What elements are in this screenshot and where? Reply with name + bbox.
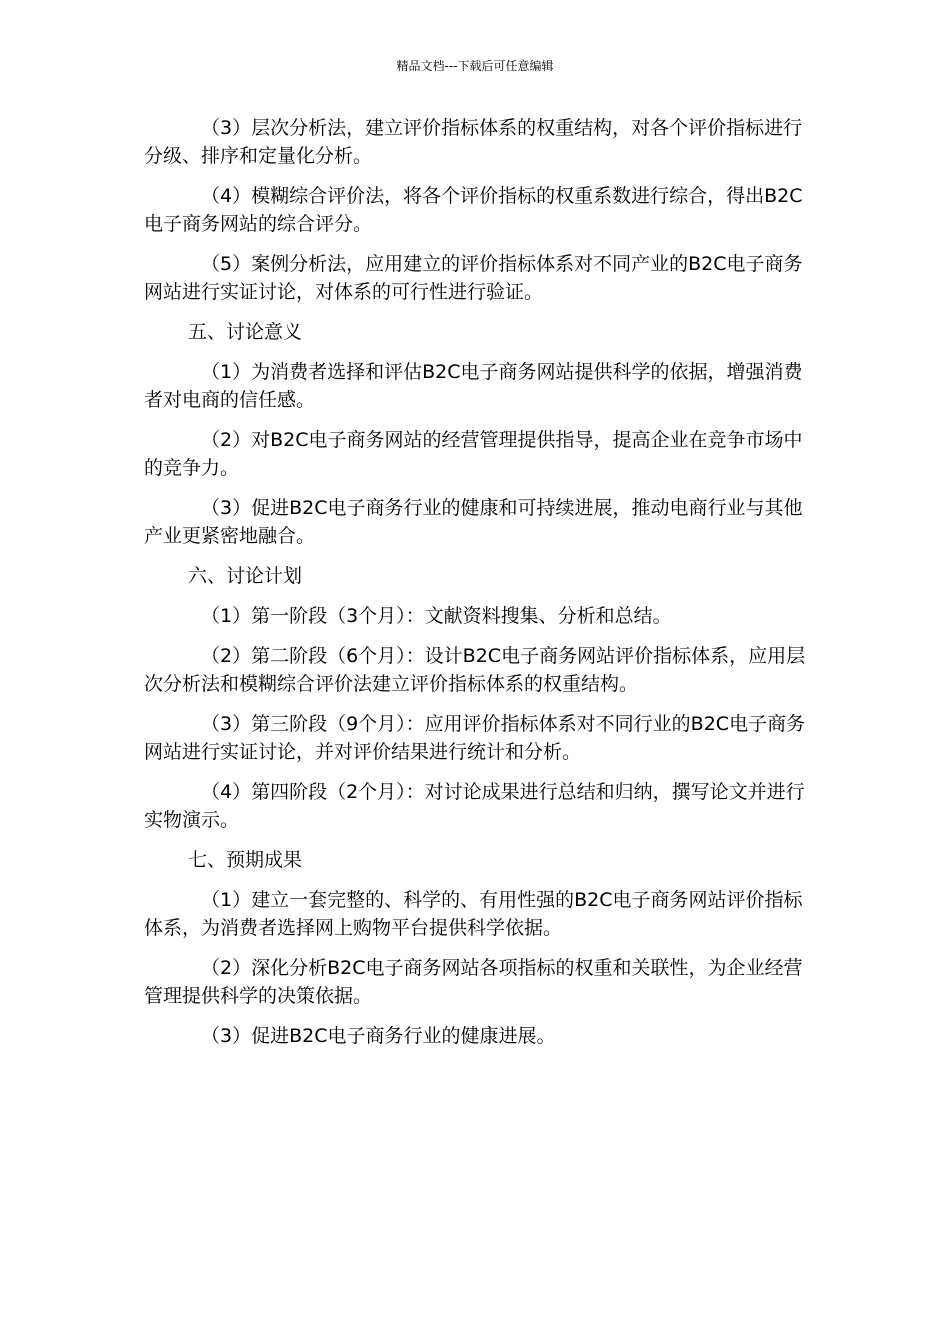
section-heading-significance: 五、讨论意义 — [188, 321, 303, 343]
paragraph-significance-1: （1）为消费者选择和评估B2C电子商务网站提供科学的依据，增强消费者对电商的信任感。 — [144, 361, 803, 411]
paragraph-outcome-2: （2）深化分析B2C电子商务网站各项指标的权重和关联性，为企业经营管理提供科学的决策依据。 — [144, 957, 803, 1007]
page-header: 精品文档---下载后可任意编辑 — [396, 59, 554, 73]
paragraph-significance-2: （2）对B2C电子商务网站的经营管理提供指导，提高企业在竞争市场中的竞争力。 — [144, 429, 803, 479]
paragraph-plan-4: （4）第四阶段（2个月）：对讨论成果进行总结和归纳，撰写论文并进行实物演示。 — [144, 781, 805, 831]
section-heading-plan: 六、讨论计划 — [188, 565, 303, 587]
paragraph-method-3: （3）层次分析法，建立评价指标体系的权重结构，对各个评价指标进行分级、排序和定量化分析。 — [144, 117, 803, 167]
paragraph-plan-1: （1）第一阶段（3个月）：文献资料搜集、分析和总结。 — [201, 605, 672, 627]
paragraph-outcome-3: （3）促进B2C电子商务行业的健康进展。 — [201, 1025, 556, 1047]
section-heading-outcomes: 七、预期成果 — [188, 849, 303, 871]
paragraph-plan-3: （3）第三阶段（9个月）：应用评价指标体系对不同行业的B2C电子商务网站进行实证讨论，并对评价结果进行统计和分析。 — [144, 713, 806, 763]
paragraph-outcome-1: （1）建立一套完整的、科学的、有用性强的B2C电子商务网站评价指标体系，为消费者选择网上购物平台提供科学依据。 — [144, 889, 803, 939]
paragraph-method-5: （5）案例分析法，应用建立的评价指标体系对不同产业的B2C电子商务网站进行实证讨论，对体系的可行性进行验证。 — [144, 253, 803, 303]
paragraph-plan-2: （2）第二阶段（6个月）：设计B2C电子商务网站评价指标体系，应用层次分析法和模糊综合评价法建立评价指标体系的权重结构。 — [144, 645, 806, 695]
document-body — [144, 114, 808, 1062]
paragraph-significance-3: （3）促进B2C电子商务行业的健康和可持续进展，推动电商行业与其他产业更紧密地融合。 — [144, 497, 803, 547]
paragraph-method-4: （4）模糊综合评价法，将各个评价指标的权重系数进行综合，得出B2C电子商务网站的综合评分。 — [144, 185, 803, 235]
